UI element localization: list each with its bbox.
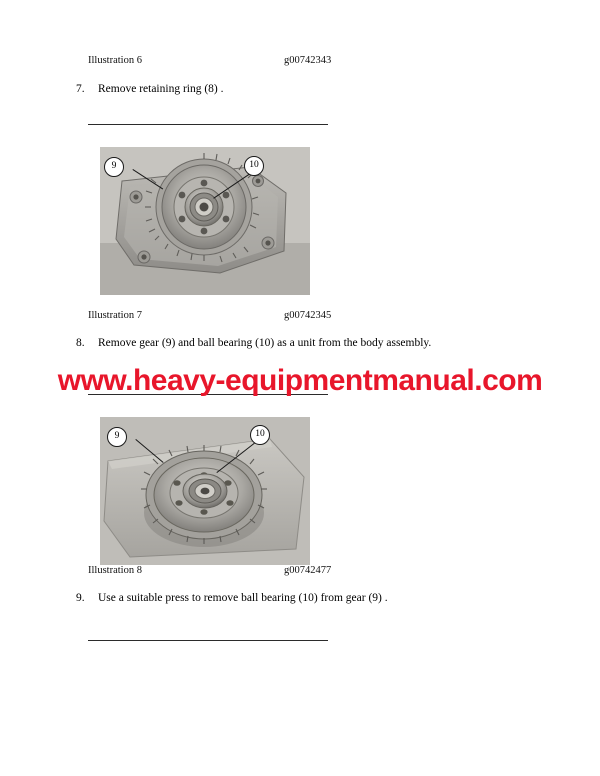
- step-text: Remove gear (9) and ball bearing (10) as a unit from the body assembly.: [98, 337, 432, 349]
- watermark: www.heavy-equipmentmanual.com: [57, 364, 543, 397]
- step-8: [74, 336, 524, 352]
- figure-rule: [88, 124, 328, 125]
- step-number: 9.: [76, 592, 85, 604]
- callout-9: 9: [107, 427, 127, 447]
- caption-illustration-7: [88, 310, 512, 321]
- caption-code: g00742343: [284, 55, 332, 66]
- step-number: 8.: [76, 337, 85, 349]
- step-9: [74, 591, 524, 607]
- gear-bearing-unit-drawing: [100, 417, 310, 565]
- caption-label: Illustration 6: [88, 55, 142, 66]
- caption-code: g00742345: [284, 310, 332, 321]
- illustration-7-figure: [88, 124, 328, 300]
- callout-10: 10: [244, 156, 264, 176]
- step-7: [74, 82, 512, 98]
- step-number: 7.: [76, 83, 85, 95]
- step-text: Remove retaining ring (8) .: [98, 83, 224, 95]
- illustration-8-figure: [88, 394, 328, 570]
- illustration-7-photo: [100, 147, 310, 295]
- illustration-8-photo: [100, 417, 310, 565]
- caption-label: Illustration 7: [88, 310, 142, 321]
- step-text: Use a suitable press to remove ball bearing (10) from gear (9) .: [98, 592, 388, 604]
- caption-label: Illustration 8: [88, 565, 142, 576]
- caption-code: g00742477: [284, 565, 332, 576]
- callout-9: 9: [104, 157, 124, 177]
- callout-10: 10: [250, 425, 270, 445]
- caption-illustration-6: [88, 55, 512, 66]
- caption-illustration-8: [88, 565, 512, 576]
- figure-rule-bottom: [88, 640, 328, 641]
